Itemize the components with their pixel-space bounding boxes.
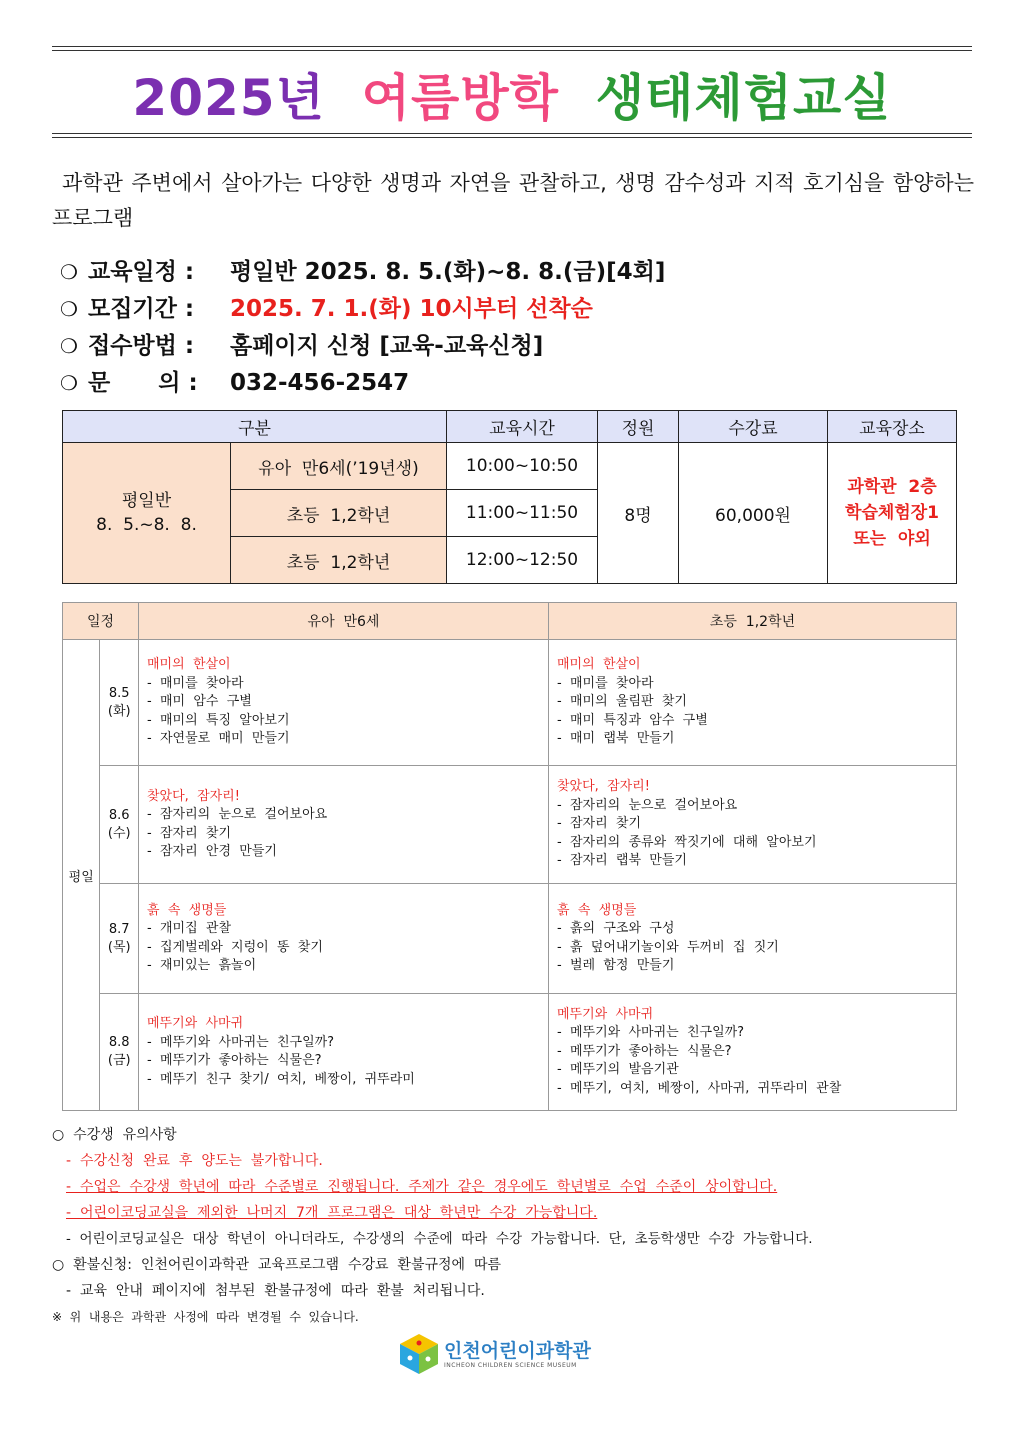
kids-program-cell: 메뚜기와 사마귀 - 메뚜기와 사마귀는 친구일까? - 메뚜기가 좋아하는 식물은? - 메뚜기 친구 찾기/ 여치, 베짱이, 귀뚜라미 bbox=[139, 994, 549, 1111]
title-rule-2 bbox=[52, 137, 972, 138]
intro-text: 과학관 주변에서 살아가는 다양한 생명과 자연을 관찰하고, 생명 감수성과 지적 호기심을 함양하는 프로그램 bbox=[52, 171, 974, 230]
header-kids: 유아 만6세 bbox=[139, 603, 549, 640]
note-item: - 어린이코딩교실을 제외한 나머지 7개 프로그램은 대상 학년만 수강 가능합니다. bbox=[66, 1205, 598, 1221]
day-cell: 8.7 (목) bbox=[100, 884, 139, 994]
elem-program-cell: 흙 속 생명들 - 흙의 구조와 구성 - 흙 덮어내기놀이와 두꺼비 집 짓기 - 벌레 함정 만들기 bbox=[549, 884, 957, 994]
notes-section bbox=[52, 1122, 992, 1330]
kids-program-cell: 흙 속 생명들 - 개미집 관찰 - 집게벌레와 지렁이 똥 찾기 - 재미있는 흙놀이 bbox=[139, 884, 549, 994]
note-item: - 수강신청 완료 후 양도는 불가합니다. bbox=[66, 1153, 323, 1169]
museum-logo bbox=[398, 1328, 598, 1384]
group-cell: 유아 만6세(’19년생) bbox=[231, 443, 447, 490]
page-title bbox=[52, 66, 972, 130]
program-table bbox=[62, 602, 957, 1111]
info-contact: ❍ 문 의 : 032-456-2547 bbox=[60, 365, 409, 401]
top-rule-2 bbox=[52, 50, 972, 51]
group-cell: 초등 1,2학년 bbox=[231, 490, 447, 537]
circle-bullet-icon: ❍ bbox=[60, 371, 78, 395]
side-label: 평일 bbox=[63, 640, 100, 1111]
header-elem: 초등 1,2학년 bbox=[549, 603, 957, 640]
info-schedule: ❍ 교육일정 : 평일반 2025. 8. 5.(화)~8. 8.(금)[4회] bbox=[60, 254, 665, 290]
elem-program-cell: 찾았다, 잠자리! - 잠자리의 눈으로 걸어보아요 - 잠자리 찾기 - 잠자리의 종류와 짝짓기에 대해 알아보기 - 잠자리 랩북 만들기 bbox=[549, 766, 957, 884]
time-cell: 10:00~10:50 bbox=[447, 443, 598, 490]
time-cell: 12:00~12:50 bbox=[447, 537, 598, 584]
elem-program-cell: 메뚜기와 사마귀 - 메뚜기와 사마귀는 친구일까? - 메뚜기가 좋아하는 식물은? - 메뚜기의 발음기관 - 메뚜기, 여치, 베짱이, 사마귀, 귀뚜라미 관찰 bbox=[549, 994, 957, 1111]
group-cell: 초등 1,2학년 bbox=[231, 537, 447, 584]
place-cell: 과학관 2층 학습체험장1 또는 야외 bbox=[828, 443, 957, 584]
info-recruit-period: ❍ 모집기간 : 2025. 7. 1.(화) 10시부터 선착순 bbox=[60, 291, 593, 327]
circle-bullet-icon: ❍ bbox=[60, 260, 78, 284]
cube-logo-icon bbox=[398, 1332, 440, 1376]
header-fee: 수강료 bbox=[679, 411, 828, 443]
circle-bullet-icon: ❍ bbox=[60, 334, 78, 358]
refund-heading: ○ 환불신청: 인천어린이과학관 교육프로그램 수강료 환불규정에 따름 bbox=[52, 1257, 502, 1273]
fee-cell: 60,000원 bbox=[679, 443, 828, 584]
title-year: 2025년 bbox=[132, 69, 325, 127]
notes-heading: ○ 수강생 유의사항 bbox=[52, 1127, 177, 1143]
day-cell: 8.5 (화) bbox=[100, 640, 139, 766]
refund-item: - 교육 안내 페이지에 첨부된 환불규정에 따라 환불 처리됩니다. bbox=[66, 1283, 485, 1299]
logo-text: 인천어린이과학관 bbox=[444, 1340, 591, 1362]
note-item: - 수업은 수강생 학년에 따라 수준별로 진행됩니다. 주제가 같은 경우에도 학년별로 수업 수준이 상이합니다. bbox=[66, 1179, 778, 1195]
header-schedule: 일정 bbox=[63, 603, 139, 640]
header-category: 구분 bbox=[63, 411, 447, 443]
capacity-cell: 8명 bbox=[598, 443, 679, 584]
day-cell: 8.6 (수) bbox=[100, 766, 139, 884]
header-capacity: 정원 bbox=[598, 411, 679, 443]
day-cell: 8.8 (금) bbox=[100, 994, 139, 1111]
title-part1: 여름방학 bbox=[361, 69, 559, 127]
footnote: ※ 위 내용은 과학관 사정에 따라 변경될 수 있습니다. bbox=[52, 1310, 359, 1324]
elem-program-cell: 매미의 한살이 - 매미를 찾아라 - 매미의 울림판 찾기 - 매미 특징과 암수 구별 - 매미 랩북 만들기 bbox=[549, 640, 957, 766]
top-rule-1 bbox=[52, 46, 972, 47]
title-part2: 생태체험교실 bbox=[595, 69, 892, 127]
class-cell: 평일반 8. 5.~8. 8. bbox=[63, 443, 231, 584]
note-item: - 어린이코딩교실은 대상 학년이 아니더라도, 수강생의 수준에 따라 수강 가능합니다. 단, 초등학생만 수강 가능합니다. bbox=[66, 1231, 813, 1247]
schedule-table bbox=[62, 410, 957, 584]
logo-subtext: INCHEON CHILDREN SCIENCE MUSEUM bbox=[444, 1362, 577, 1369]
kids-program-cell: 매미의 한살이 - 매미를 찾아라 - 매미 암수 구별 - 매미의 특징 알아보기 - 자연물로 매미 만들기 bbox=[139, 640, 549, 766]
kids-program-cell: 찾았다, 잠자리! - 잠자리의 눈으로 걸어보아요 - 잠자리 찾기 - 잠자리 안경 만들기 bbox=[139, 766, 549, 884]
circle-bullet-icon: ❍ bbox=[60, 297, 78, 321]
time-cell: 11:00~11:50 bbox=[447, 490, 598, 537]
title-rule-1 bbox=[52, 133, 972, 134]
header-time: 교육시간 bbox=[447, 411, 598, 443]
header-place: 교육장소 bbox=[828, 411, 957, 443]
info-apply-method: ❍ 접수방법 : 홈페이지 신청 [교육-교육신청] bbox=[60, 328, 543, 364]
